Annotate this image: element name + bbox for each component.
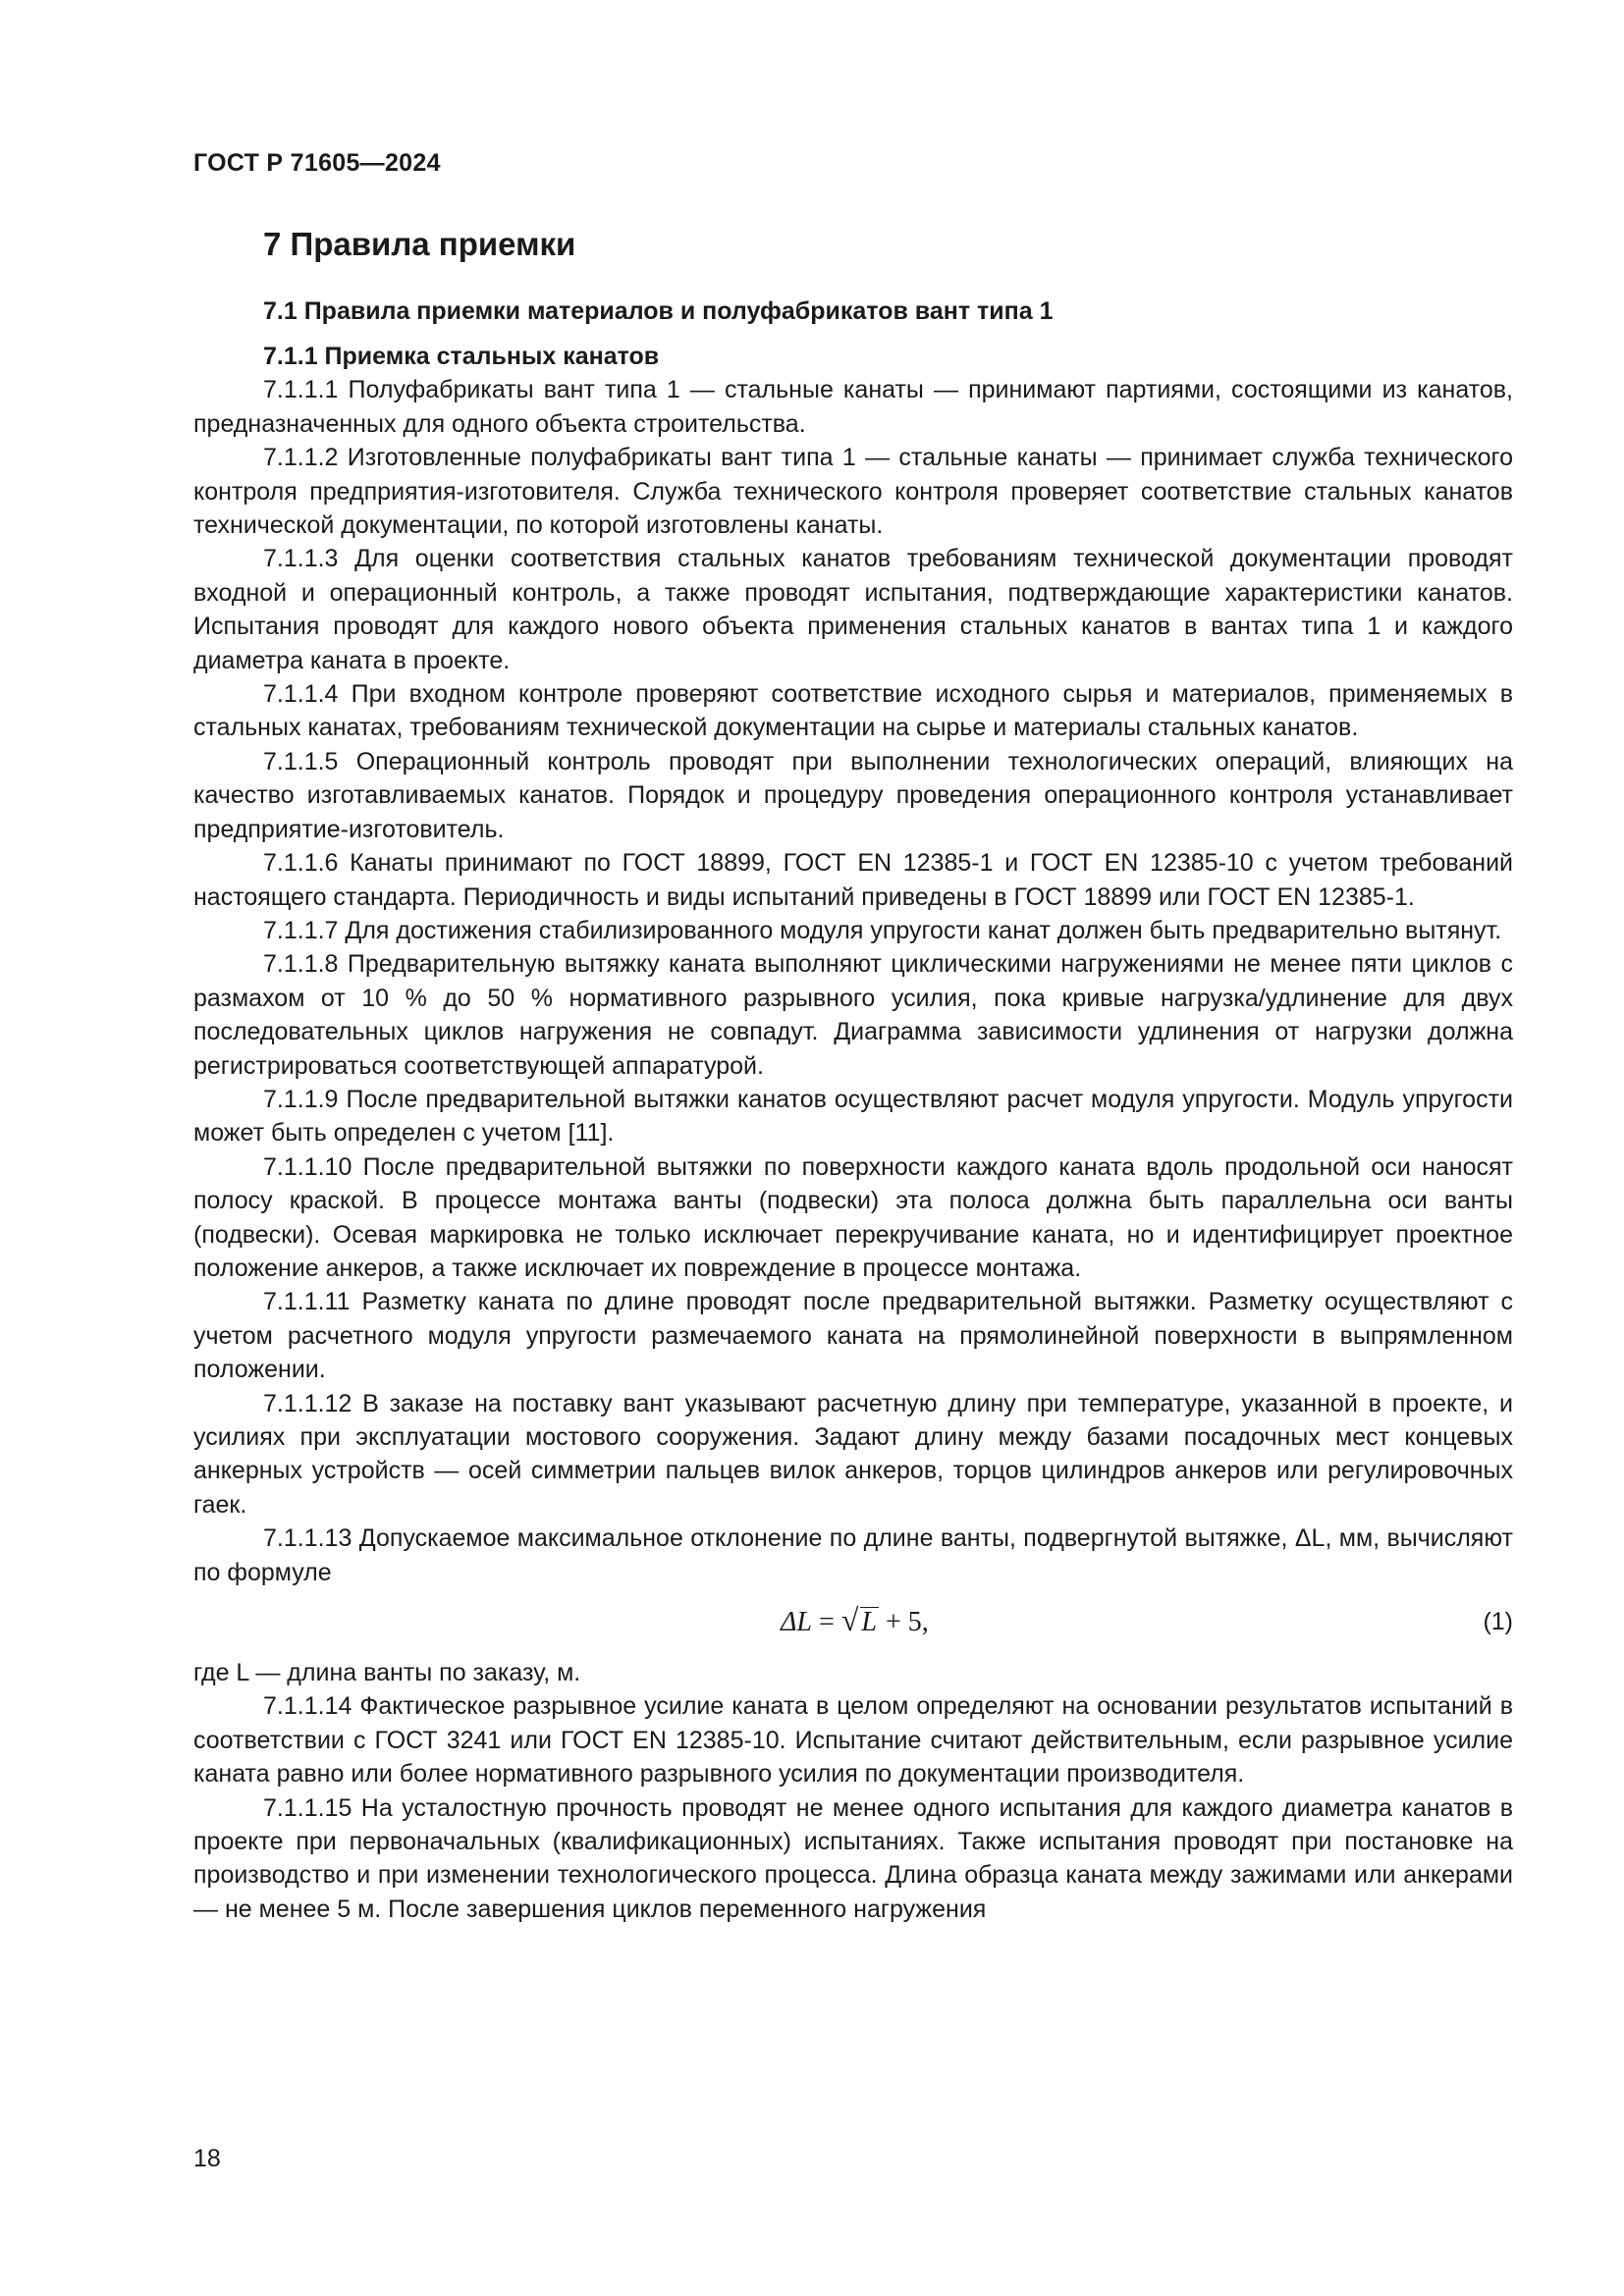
paragraph-7-1-1-3: 7.1.1.3 Для оценки соответствия стальных канатов требованиям технической документации проводят входной и операционный контроль, а также проводят испытания, подтверждающие характеристики канатов. Испытания проводят для каждого нового объекта применения стальных канатов в вантах типа 1 и каждого диаметра каната в проекте. bbox=[193, 545, 1513, 674]
paragraph-7-1-1-2: 7.1.1.2 Изготовленные полуфабрикаты вант типа 1 — стальные канаты — принимает служба технического контроля предприятия-изготовителя. Служба технического контроля проверяет соответствие стальных канатов технической документации, по которой изготовлены канаты. bbox=[193, 444, 1513, 540]
paragraph-7-1-1-12: 7.1.1.12 В заказе на поставку вант указывают расчетную длину при температуре, указанной в проекте, и усилиях при эксплуатации мостового сооружения. Задают длину между базами посадочных мест концевых анкерных устройств — осей симметрии пальцев вилок анкеров, торцов цилиндров анкеров или регулировочных гаек. bbox=[193, 1389, 1513, 1519]
formula bbox=[781, 1603, 929, 1639]
paragraph-7-1-1-11: 7.1.1.11 Разметку каната по длине проводят после предварительной вытяжки. Разметку осуществляют с учетом расчетного модуля упругости размечаемого каната на прямолинейной поверхности в выпрямленном положении. bbox=[193, 1288, 1513, 1384]
formula-where: где L — длина ванты по заказу, м. bbox=[193, 1659, 581, 1687]
formula-radicand-var: L bbox=[861, 1607, 877, 1638]
paragraph-7-1-1-15: 7.1.1.15 На усталостную прочность проводят не менее одного испытания для каждого диаметра канатов в проекте при первоначальных (квалификационных) испытаниях. Также испытания проводят при постановке на производство и при изменении технологического процесса. Длина образца каната между зажимами или анкерами — не менее 5 м. После завершения циклов переменного нагружения bbox=[193, 1793, 1513, 1923]
formula-equals: = bbox=[819, 1607, 835, 1638]
paragraph-7-1-1-13: 7.1.1.13 Допускаемое максимальное отклонение по длине ванты, подвергнутой вытяжке, ΔL, мм, вычисляют по формуле bbox=[193, 1524, 1513, 1586]
page-number: 18 bbox=[193, 2145, 221, 2172]
formula-radicand bbox=[860, 1607, 879, 1637]
paragraph-7-1-1-5: 7.1.1.5 Операционный контроль проводят при выполнении технологических операций, влияющих на качество изготавливаемых канатов. Порядок и процедуру проведения операционного контроля устанавливает предприятие-изготовитель. bbox=[193, 747, 1513, 843]
paragraph-7-1-1-4: 7.1.1.4 При входном контроле проверяют соответствие исходного сырья и материалов, применяемых в стальных канатах, требованиям технической документации на сырье и материалы стальных канатов. bbox=[193, 680, 1513, 742]
sqrt-icon: √ bbox=[840, 1602, 859, 1638]
paragraph-7-1-1-9: 7.1.1.9 После предварительной вытяжки канатов осуществляют расчет модуля упругости. Модуль упругости может быть определен с учетом [11]. bbox=[193, 1085, 1513, 1148]
section-title: 7 Правила приемки bbox=[263, 226, 576, 262]
formula-number: (1) bbox=[1483, 1608, 1513, 1636]
paragraph-7-1-1-10: 7.1.1.10 После предварительной вытяжки по поверхности каждого каната вдоль продольной оси наносят полосу краской. В процессе монтажа ванты (подвески) эта полоса должна быть параллельна оси ванты (подвески). Осевая маркировка не только исключает перекручивание каната, но и идентифицирует проектное положение анкеров, а также исключает их повреждение в процессе монтажа. bbox=[193, 1152, 1513, 1282]
document-body bbox=[193, 340, 1513, 1926]
formula-block bbox=[193, 1589, 1513, 1656]
paragraph-7-1-1-1: 7.1.1.1 Полуфабрикаты вант типа 1 — стальные канаты — принимают партиями, состоящими из канатов, предназначенных для одного объекта строительства. bbox=[193, 376, 1513, 438]
paragraph-7-1-1-8: 7.1.1.8 Предварительную вытяжку каната выполняют циклическими нагружениями не менее пяти циклов с размахом от 10 % до 50 % нормативного разрывного усилия, пока кривые нагрузка/удлинение для двух последовательных циклов нагружения не совпадут. Диаграмма зависимости удлинения от нагрузки должна регистрироваться соответствующей аппаратурой. bbox=[193, 950, 1513, 1080]
subsection-title: 7.1 Правила приемки материалов и полуфабрикатов вант типа 1 bbox=[263, 297, 1054, 325]
document-header: ГОСТ Р 71605—2024 bbox=[193, 149, 441, 177]
paragraph-7-1-1-7: 7.1.1.7 Для достижения стабилизированного модуля упругости канат должен быть предварительно вытянут. bbox=[263, 916, 1502, 944]
subsubsection-title: 7.1.1 Приемка стальных канатов bbox=[263, 343, 660, 370]
paragraph-7-1-1-14: 7.1.1.14 Фактическое разрывное усилие каната в целом определяют на основании результатов испытаний в соответствии с ГОСТ 3241 или ГОСТ EN 12385-10. Испытание считают действительным, если разрывное усилие каната равно или более нормативного разрывного усилия по документации производителя. bbox=[193, 1692, 1513, 1789]
paragraph-7-1-1-6: 7.1.1.6 Канаты принимают по ГОСТ 18899, ГОСТ EN 12385-1 и ГОСТ EN 12385-10 с учетом требований настоящего стандарта. Периодичность и виды испытаний приведены в ГОСТ 18899 или ГОСТ EN 12385-1. bbox=[193, 849, 1513, 911]
formula-lhs: ΔL bbox=[781, 1607, 813, 1638]
formula-rest: + 5, bbox=[885, 1607, 929, 1638]
